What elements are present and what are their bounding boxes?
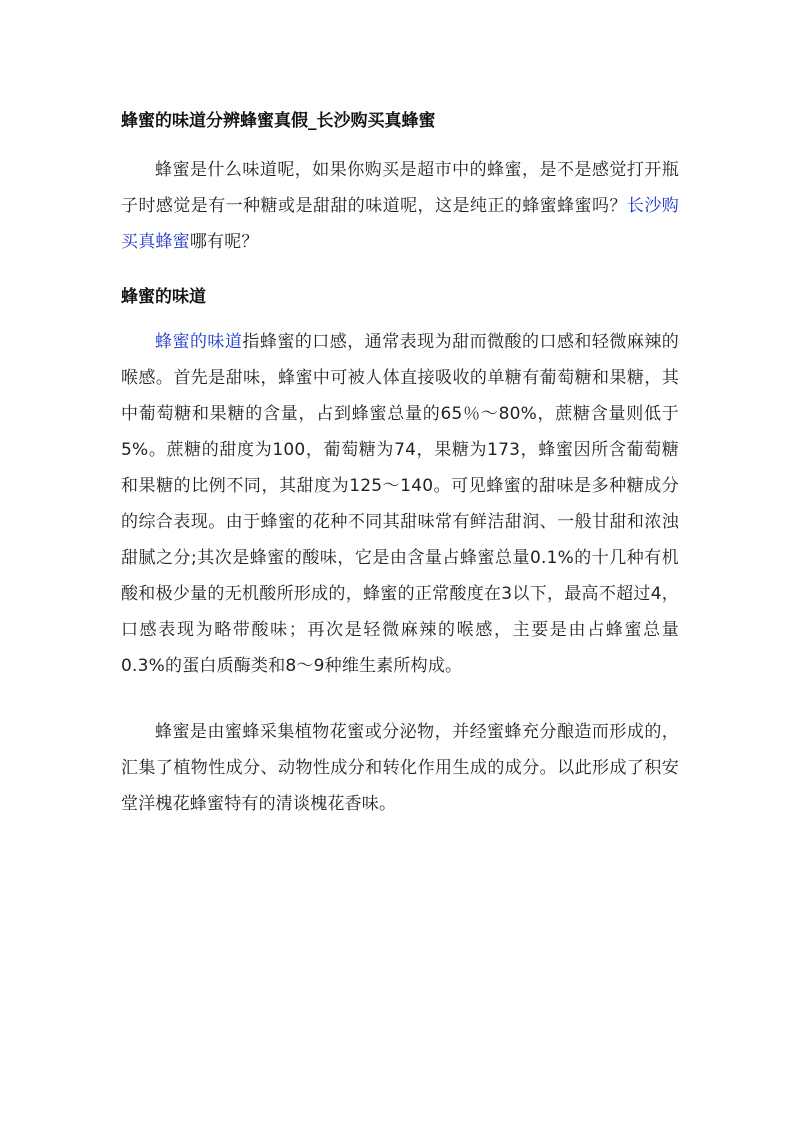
intro-text: 蜂蜜是什么味道呢，如果你购买是超市中的蜂蜜，是不是感觉打开瓶子时感觉是有一种糖或是甜甜的味道呢，这是纯正的蜂蜜蜂蜜吗？ [121, 160, 679, 216]
article-title: 蜂蜜的味道分辨蜂蜜真假_长沙购买真蜂蜜 [121, 111, 436, 131]
taste-text: 指蜂蜜的口感，通常表现为甜而微酸的口感和轻微麻辣的喉感。首先是甜味，蜂蜜中可被人体直接吸收的单糖有葡萄糖和果糖，其中葡萄糖和果糖的含量，占到蜂蜜总量的65％～80%，蔗糖含量则低于5%。蔗糖的甜度为100，葡萄糖为74，果糖为173，蜂蜜因所含葡萄糖和果糖的比例不同，其甜度为125～140。可见蜂蜜的甜味是多种糖成分的综合表现。由于蜂蜜的花种不同其甜味常有鲜洁甜润、一般甘甜和浓浊甜腻之分;其次是蜂蜜的酸味，它是由含量占蜂蜜总量0.1%的十几种有机酸和极少量的无机酸所形成的，蜂蜜的正常酸度在3以下，最高不超过4，口感表现为略带酸味；再次是轻微麻辣的喉感，主要是由占蜂蜜总量0.3%的蛋白质酶类和8～9种维生素所构成。 [121, 332, 680, 676]
spacer [121, 312, 679, 324]
spacer [121, 136, 679, 152]
closing-paragraph: 蜂蜜是由蜜蜂采集植物花蜜或分泌物，并经蜜蜂充分酿造而形成的，汇集了植物性成分、动物性成分和转化作用生成的成分。以此形成了积安堂洋槐花蜂蜜特有的清谈槐花香味。 [121, 722, 679, 814]
spacer [121, 684, 679, 714]
taste-paragraph [121, 324, 679, 684]
article-body [121, 106, 679, 822]
intro-text-end: 哪有呢？ [189, 232, 259, 252]
section-heading: 蜂蜜的味道 [121, 287, 206, 307]
honey-taste-link[interactable]: 蜂蜜的味道 [155, 332, 243, 352]
spacer [121, 260, 679, 282]
buy-real-honey-link[interactable]: 长沙购买真蜂蜜 [121, 196, 679, 252]
intro-paragraph [121, 152, 679, 260]
